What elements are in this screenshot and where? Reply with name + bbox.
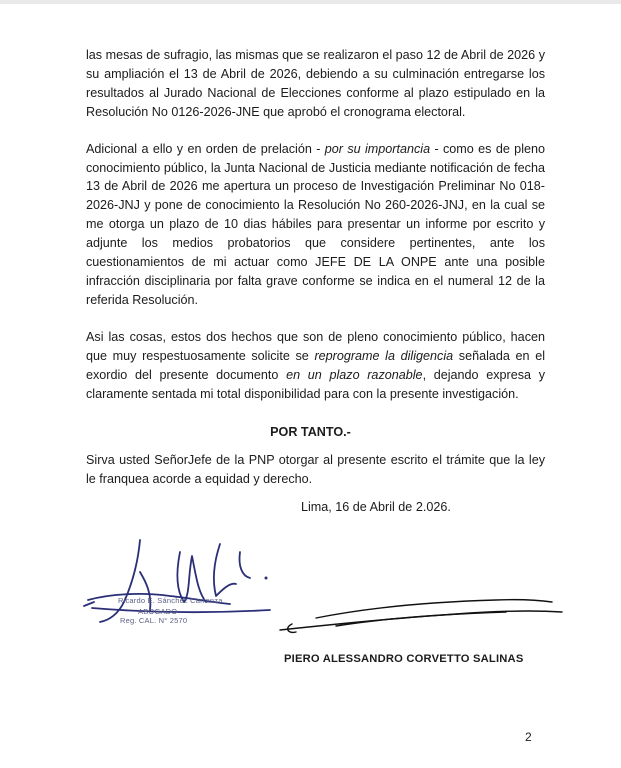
signer-name: PIERO ALESSANDRO CORVETTO SALINAS	[284, 653, 524, 665]
section-heading: POR TANTO.-	[270, 425, 351, 439]
paragraph-2	[86, 140, 545, 310]
signer-signature-drawing	[276, 588, 566, 640]
lawyer-signature	[80, 532, 280, 652]
date-line: Lima, 16 de Abril de 2.026.	[301, 500, 451, 514]
paragraph-2-part-1: Adicional a ello y en orden de prelación -	[86, 141, 325, 156]
paragraph-3-part-1: Asi las cosas, estos dos hechos que son de pleno conocimiento público, hacen que muy respestuosamente solicite se	[86, 329, 545, 363]
stamp-lawyer-title: ABOGADO	[138, 607, 178, 616]
paragraph-2-part-3: - como es de pleno conocimiento público, la Junta Nacional de Justicia mediante notificación de fecha 13 de Abril de 2026 me apertura un proceso de Investigación Preliminar No 018-2026-JNJ y pone de conocimiento la Resolución No 260-2026-JNJ, en la cual se me otorga un plazo de 10 dias hábiles para presentar un informe por escrito y adjunte los medios probatorios que considere pertinentes, ante los cuestionamientos de mi actuar como JEFE DE LA ONPE ante una posible infracción disciplinaria por falta grave conforme se indica en el numeral 12 de la referida Resolución.	[86, 141, 545, 307]
paragraph-3-part-3: señalada en el exordio del presente documento	[86, 348, 545, 382]
closing-paragraph: Sirva usted SeñorJefe de la PNP otorgar al presente escrito el trámite que la ley le franquea acorde a equidad y derecho.	[86, 453, 545, 486]
paragraph-1: las mesas de sufragio, las mismas que se realizaron el paso 12 de Abril de 2026 y su ampliación el 13 de Abril de 2026, debiendo a su culminación entregarse los resultados al Jurado Nacional de Elecciones conforme al plazo estipulado en la Resolución No 0126-2026-JNE que aprobó el cronograma electoral.	[86, 48, 545, 119]
page-number: 2	[525, 730, 532, 744]
paragraph-3-part-5: , dejando expresa y claramente sentada mi total disponibilidad para con la presente investigación.	[86, 367, 545, 401]
stamp-lawyer-name: Ricardo E. Sánchez Carranza	[118, 596, 223, 605]
paragraph-3-emphasis-1: reprograme la diligencia	[314, 348, 454, 363]
scan-edge	[0, 0, 621, 4]
paragraph-2-emphasis: por su importancia	[324, 141, 431, 156]
paragraph-3-emphasis-2: en un plazo razonable	[286, 367, 423, 382]
paragraph-3	[86, 328, 545, 404]
document-body	[86, 46, 545, 403]
stamp-registration: Reg. CAL. N° 2570	[120, 616, 188, 625]
lawyer-signature-drawing	[80, 532, 280, 652]
signer-signature	[276, 588, 566, 640]
